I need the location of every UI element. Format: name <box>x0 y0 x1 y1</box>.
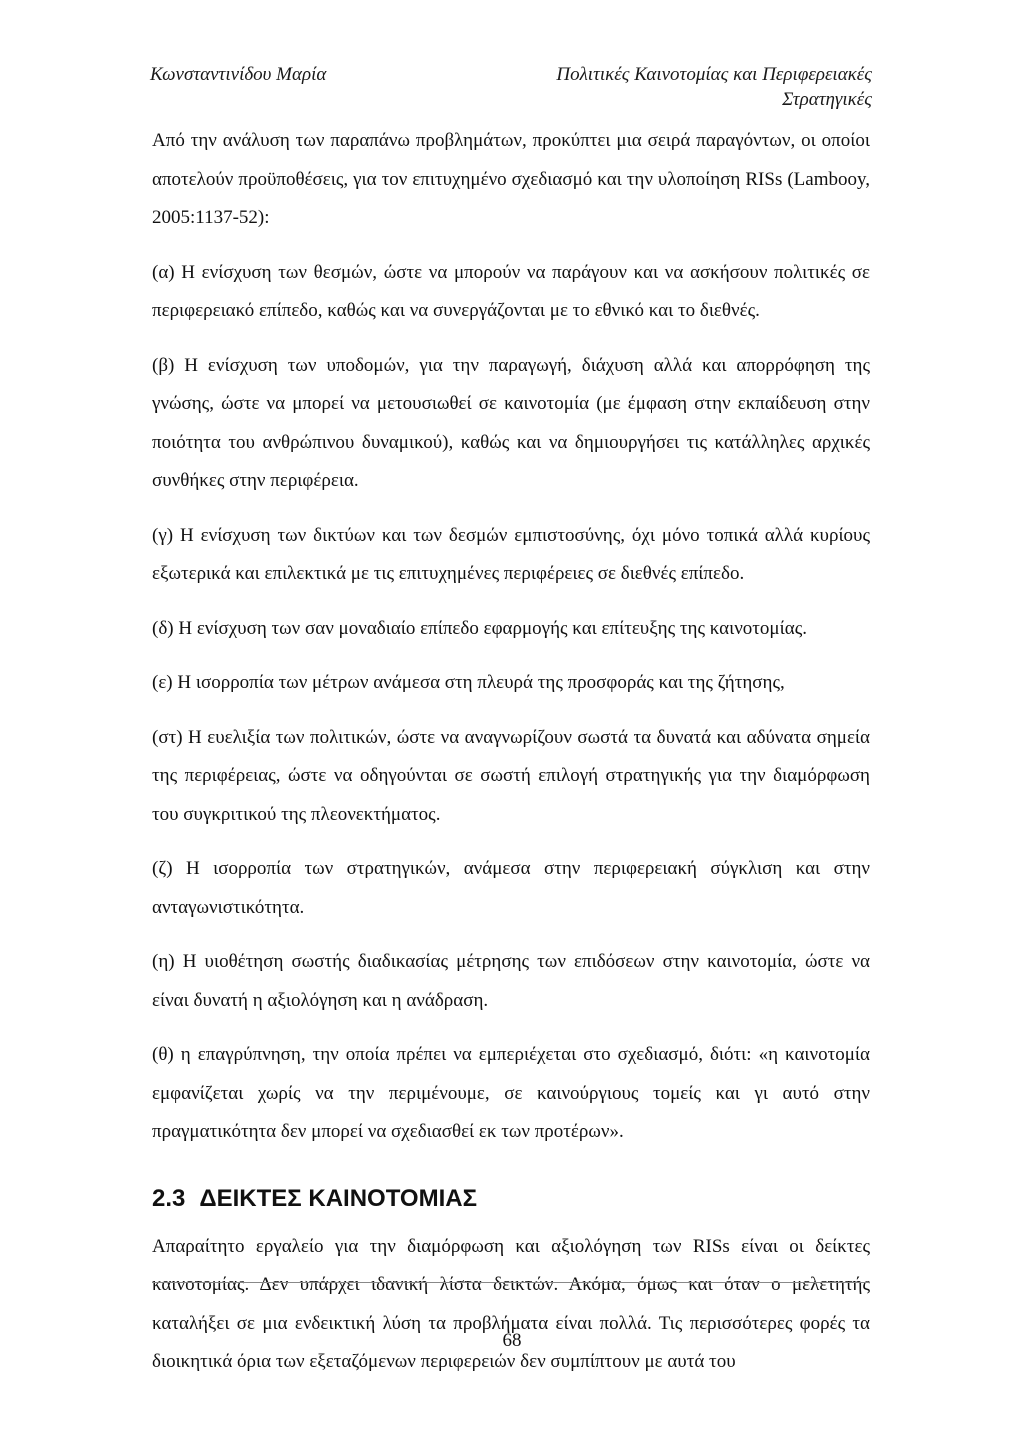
list-item-delta: (δ) Η ενίσχυση των σαν μοναδιαίο επίπεδο εφαρμογής και επίτευξης της καινοτομίας. <box>152 617 807 639</box>
list-item-epsilon: (ε) Η ισορροπία των μέτρων ανάμεσα στη πλευρά της προσφοράς και της ζήτησης, <box>152 672 785 693</box>
running-header-title <box>492 62 872 112</box>
intro-paragraph: Από την ανάλυση των παραπάνω προβλημάτων, προκύπτει μια σειρά παραγόντων, οι οποίοι αποτελούν προϋποθέσεις, για τον επιτυχημένο σχεδιασμό και την υλοποίηση RISs (Lambooy, 2005:1137-52): <box>152 130 870 228</box>
list-item-zeta: (ζ) Η ισορροπία των στρατηγικών, ανάμεσα στην περιφερειακή σύγκλιση και στην ανταγωνιστικότητα. <box>152 858 870 918</box>
page-body <box>152 122 870 1398</box>
section-heading <box>152 1184 870 1214</box>
footnote-divider <box>152 1282 870 1283</box>
section-paragraph: Απαραίτητο εργαλείο για την διαμόρφωση και αξιολόγηση των RISs είναι οι δείκτες καινοτομίας. Δεν υπάρχει ιδανική λίστα δεικτών. Ακόμα, όμως και όταν ο μελετητής καταλήξει σε μια ενδεικτική λύση τα προβλήματα είναι πολλά. Τις περισσότερες φορές τα διοικητικά όρια των εξεταζόμενων περιφερειών δεν συμπίπτουν με αυτά του <box>152 1235 870 1372</box>
section-title: ΔΕΙΚΤΕΣ ΚΑΙΝΟΤΟΜΙΑΣ <box>199 1184 477 1212</box>
running-header-author: Κωνσταντινίδου Μαρία <box>150 64 327 85</box>
list-item-beta: (β) Η ενίσχυση των υποδομών, για την παραγωγή, διάχυση αλλά και απορρόφηση της γνώσης, ώστε να μπορεί να μετουσιωθεί σε καινοτομία (με έμφαση στην εκπαίδευση στην ποιότητα του ανθρώπινου δυναμικού), καθώς και να δημιουργήσει τις κατάλληλες αρχικές συνθήκες στην περιφέρεια. <box>152 354 870 491</box>
running-header-title-line2: Στρατηγικές <box>782 89 872 110</box>
list-item-gamma: (γ) Η ενίσχυση των δικτύων και των δεσμών εμπιστοσύνης, όχι μόνο τοπικά αλλά κυρίους εξωτερικά και επιλεκτικά με τις επιτυχημένες περιφέρειες σε διεθνές επίπεδο. <box>152 524 870 584</box>
list-item-theta: (θ) η επαγρύπνηση, την οποία πρέπει να εμπεριέχεται στο σχεδιασμό, διότι: «η καινοτομία εμφανίζεται χωρίς να την περιμένουμε, σε καινούργιους τομείς και γι αυτό στην πραγματικότητα δεν μπορεί να σχεδιασθεί εκ των προτέρων». <box>152 1044 870 1142</box>
list-item-stigma: (στ) Η ευελιξία των πολιτικών, ώστε να αναγνωρίζουν σωστά τα δυνατά και αδύνατα σημεία της περιφέρειας, ώστε να οδηγούνται σε σωστή επιλογή στρατηγικής για την διαμόρφωση του συγκριτικού της πλεονεκτήματος. <box>152 726 870 825</box>
section-number: 2.3 <box>152 1184 186 1212</box>
page-number: 68 <box>502 1330 522 1351</box>
running-header-title-line1: Πολιτικές Καινοτομίας και Περιφερειακές <box>556 64 872 85</box>
list-item-alpha: (α) Η ενίσχυση των θεσμών, ώστε να μπορούν να παράγουν και να ασκήσουν πολιτικές σε περιφερειακό επίπεδο, καθώς και να συνεργάζονται με το εθνικό και το διεθνές. <box>152 261 870 321</box>
list-item-eta: (η) Η υιοθέτηση σωστής διαδικασίας μέτρησης των επιδόσεων στην καινοτομία, ώστε να είναι δυνατή η αξιολόγηση και η ανάδραση. <box>152 951 870 1011</box>
